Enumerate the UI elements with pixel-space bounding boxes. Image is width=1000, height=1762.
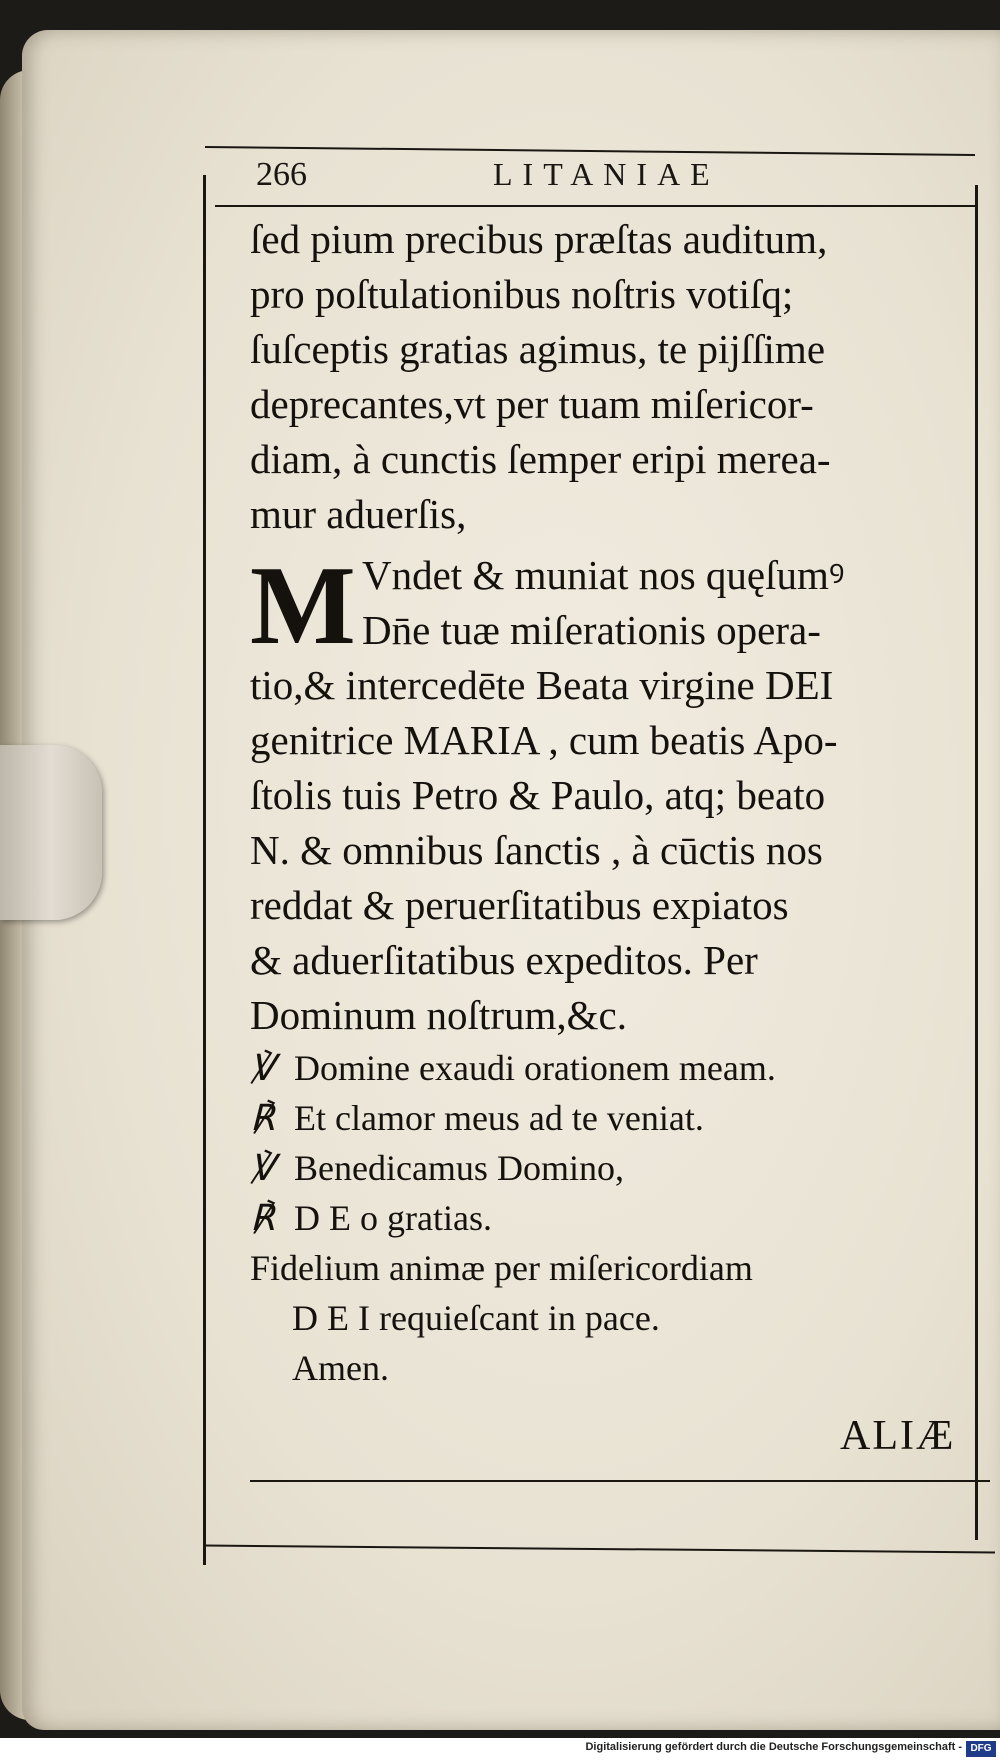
funding-credit: Digitalisierung gefördert durch die Deutsche Forschungsgemeinschaft -: [585, 1741, 962, 1753]
drop-capital: M: [250, 544, 356, 668]
text-line: deprecantes,vt per tuam miſericor-: [250, 381, 814, 427]
text-line: ſed pium precibus præſtas auditum,: [250, 216, 828, 262]
text-line: pro poſtulationibus noſtris votiſq;: [250, 271, 794, 317]
versicle-text: Domine exaudi orationem meam.: [294, 1048, 776, 1088]
text-line: genitrice MARIA , cum beatis Apo-: [250, 717, 838, 763]
response-text: D E o gratias.: [294, 1198, 492, 1238]
response-mark: ℟: [250, 1198, 275, 1238]
text-line: ſtolis tuis Petro & Paulo, atq; beato: [250, 772, 826, 818]
versicle-text: Benedicamus Domino,: [294, 1148, 624, 1188]
text-line: Vndet & muniat nos quęſumꝰ: [362, 552, 845, 598]
closing-line: Amen.: [292, 1348, 389, 1388]
versicle-line: [250, 1043, 988, 1093]
text-line: ſuſceptis gratias agimus, te pijſſime: [250, 326, 826, 372]
versicle-mark: ℣: [250, 1048, 275, 1088]
text-line: N. & omnibus ſanctis , à cūctis nos: [250, 827, 823, 873]
text-line: & aduerſitatibus expeditos. Per: [250, 937, 758, 983]
closing-line: D E I requieſcant in pace.: [292, 1298, 660, 1338]
response-line: [250, 1093, 988, 1143]
page-text: [250, 212, 988, 1393]
text-line: reddat & peruerſitatibus expiatos: [250, 882, 789, 928]
text-line: Dominum noſtrum,&c.: [250, 992, 627, 1038]
text-line: Dn̄e tuæ miſerationis opera-: [362, 607, 821, 653]
page-header: [228, 156, 968, 200]
footer-rule: [250, 1480, 990, 1482]
digitization-footer: [0, 1738, 1000, 1762]
dfg-logo: DFG: [966, 1741, 996, 1757]
response-mark: ℟: [250, 1098, 275, 1138]
text-line: tio,& intercedēte Beata virgine DEI: [250, 662, 834, 708]
page-number: 266: [256, 156, 307, 193]
response-text: Et clamor meus ad te veniat.: [294, 1098, 704, 1138]
text-line: mur aduerſis,: [250, 491, 467, 537]
prayer-paragraph: [250, 544, 988, 668]
running-head: LITANIAE: [493, 156, 720, 192]
text-line: diam, à cunctis ſemper eripi merea-: [250, 436, 831, 482]
closing-line: Fidelium animæ per miſericordiam: [250, 1248, 753, 1288]
frame-left-rule: [203, 175, 206, 1565]
versicle-mark: ℣: [250, 1148, 275, 1188]
catchword: ALIÆ: [840, 1413, 956, 1459]
response-line: [250, 1193, 988, 1243]
header-rule: [215, 205, 975, 207]
versicle-line: [250, 1143, 988, 1193]
book-clasp: [0, 745, 102, 920]
